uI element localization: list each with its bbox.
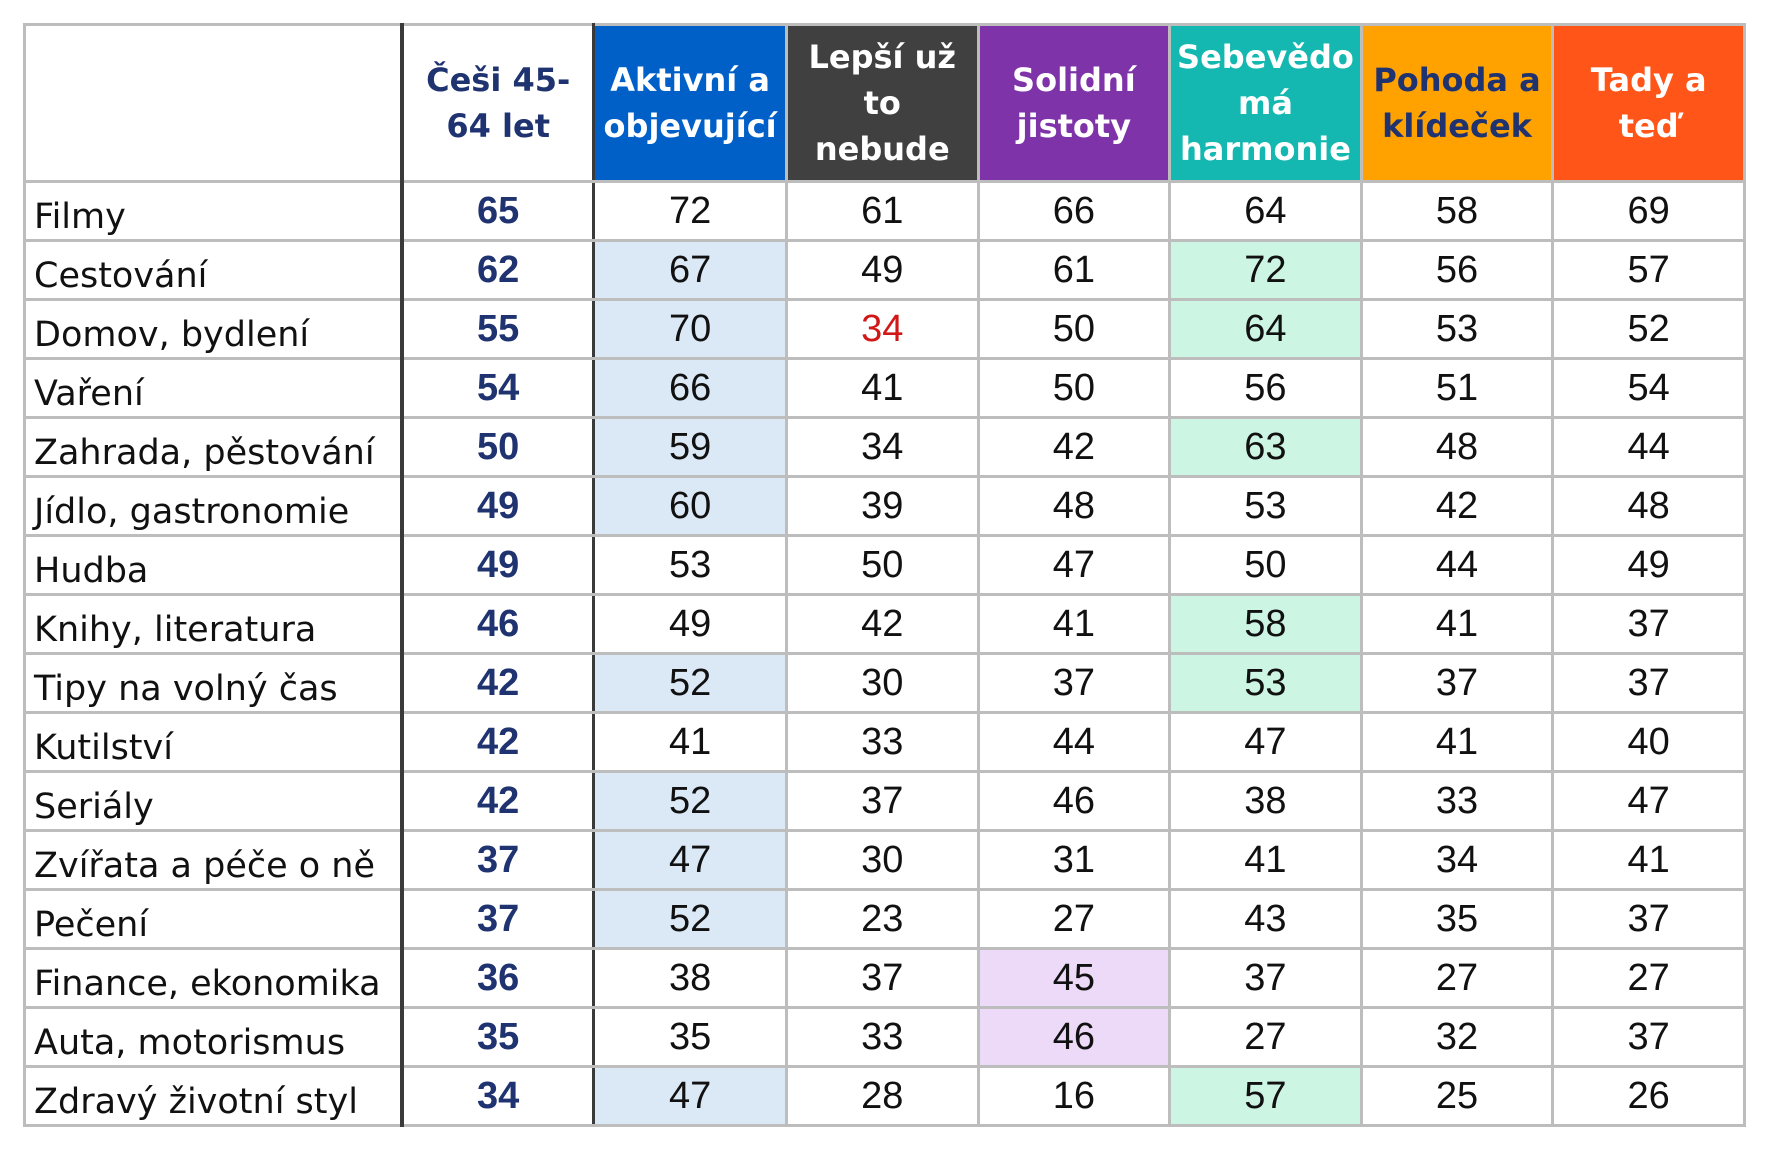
- table-row: [25, 949, 1745, 1008]
- segment-value-cell: 53: [1170, 477, 1362, 536]
- segment-value-cell: 31: [978, 831, 1170, 890]
- table-row: [25, 1008, 1745, 1067]
- segment-value-cell: 40: [1553, 713, 1745, 772]
- column-header-line: jistoty: [1016, 107, 1132, 145]
- segment-value-cell: 60: [594, 477, 787, 536]
- segment-value-cell: 16: [978, 1067, 1170, 1126]
- segment-value-cell: 52: [594, 890, 787, 949]
- row-label: Pečení: [25, 890, 403, 949]
- segment-value-cell: 49: [1553, 536, 1745, 595]
- column-header-6: [1553, 25, 1745, 182]
- segment-value-cell: 64: [1170, 300, 1362, 359]
- segment-value-cell: 53: [594, 536, 787, 595]
- column-header-2: [786, 25, 978, 182]
- segment-value-cell: 35: [594, 1008, 787, 1067]
- segment-value-cell: 37: [1361, 654, 1553, 713]
- segment-value-cell: 48: [978, 477, 1170, 536]
- segment-value-cell: 61: [978, 241, 1170, 300]
- segment-value-cell: 41: [1361, 595, 1553, 654]
- segment-value-cell: 49: [786, 241, 978, 300]
- table-row: [25, 713, 1745, 772]
- column-header-5: [1361, 25, 1553, 182]
- total-value-cell: 37: [402, 831, 594, 890]
- segment-value-cell: 50: [786, 536, 978, 595]
- table-row: [25, 241, 1745, 300]
- row-label: Finance, ekonomika: [25, 949, 403, 1008]
- segment-value-cell: 72: [1170, 241, 1362, 300]
- segment-value-cell: 72: [594, 182, 787, 241]
- segment-value-cell: 37: [1170, 949, 1362, 1008]
- column-header-line: klídeček: [1382, 107, 1532, 145]
- segment-value-cell: 44: [1361, 536, 1553, 595]
- segment-value-cell: 37: [1553, 1008, 1745, 1067]
- row-label: Vaření: [25, 359, 403, 418]
- segment-value-cell: 52: [594, 654, 787, 713]
- segment-value-cell: 42: [786, 595, 978, 654]
- total-value-cell: 42: [402, 713, 594, 772]
- table-row: [25, 772, 1745, 831]
- segment-value-cell: 30: [786, 831, 978, 890]
- segment-value-cell: 48: [1553, 477, 1745, 536]
- segment-value-cell: 63: [1170, 418, 1362, 477]
- segment-value-cell: 44: [978, 713, 1170, 772]
- segment-value-cell: 34: [1361, 831, 1553, 890]
- table-body: [25, 182, 1745, 1126]
- segment-value-cell: 52: [594, 772, 787, 831]
- segment-value-cell: 54: [1553, 359, 1745, 418]
- segment-value-cell: 37: [1553, 595, 1745, 654]
- header-row: [25, 25, 1745, 182]
- row-label: Hudba: [25, 536, 403, 595]
- segment-value-cell: 47: [1553, 772, 1745, 831]
- segment-value-cell: 41: [978, 595, 1170, 654]
- segment-value-cell: 37: [1553, 890, 1745, 949]
- segment-value-cell: 64: [1170, 182, 1362, 241]
- table-row: [25, 182, 1745, 241]
- segment-value-cell: 41: [1170, 831, 1362, 890]
- table-row: [25, 536, 1745, 595]
- segment-value-cell: 45: [978, 949, 1170, 1008]
- total-value-cell: 50: [402, 418, 594, 477]
- column-header-line: objevující: [603, 107, 777, 145]
- table-row: [25, 654, 1745, 713]
- segment-value-cell: 38: [1170, 772, 1362, 831]
- column-header-line: Solidní: [1012, 61, 1136, 99]
- segment-value-cell: 49: [594, 595, 787, 654]
- segment-value-cell: 47: [978, 536, 1170, 595]
- column-header-line: nebude: [814, 130, 950, 168]
- segment-value-cell: 69: [1553, 182, 1745, 241]
- row-label: Seriály: [25, 772, 403, 831]
- column-header-line: má: [1237, 84, 1293, 122]
- table-row: [25, 418, 1745, 477]
- total-value-cell: 36: [402, 949, 594, 1008]
- segment-value-cell: 50: [978, 359, 1170, 418]
- column-header-line: 64 let: [446, 107, 550, 145]
- total-value-cell: 62: [402, 241, 594, 300]
- segment-value-cell: 57: [1553, 241, 1745, 300]
- total-value-cell: 49: [402, 536, 594, 595]
- header-corner: [25, 25, 403, 182]
- segment-value-cell: 37: [978, 654, 1170, 713]
- segment-value-cell: 39: [786, 477, 978, 536]
- total-value-cell: 37: [402, 890, 594, 949]
- table-row: [25, 831, 1745, 890]
- segment-value-cell: 58: [1170, 595, 1362, 654]
- column-header-line: Češi 45-: [426, 61, 571, 99]
- segment-value-cell: 57: [1170, 1067, 1362, 1126]
- row-label: Domov, bydlení: [25, 300, 403, 359]
- row-label: Filmy: [25, 182, 403, 241]
- column-header-line: Aktivní a: [610, 61, 770, 99]
- column-header-1: [594, 25, 787, 182]
- segment-value-cell: 43: [1170, 890, 1362, 949]
- segment-value-cell: 34: [786, 418, 978, 477]
- total-value-cell: 42: [402, 654, 594, 713]
- segment-value-cell: 41: [594, 713, 787, 772]
- segment-value-cell: 47: [594, 1067, 787, 1126]
- column-header-4: [1170, 25, 1362, 182]
- segment-value-cell: 37: [786, 949, 978, 1008]
- segment-value-cell: 42: [978, 418, 1170, 477]
- segment-value-cell: 44: [1553, 418, 1745, 477]
- segment-value-cell: 27: [1170, 1008, 1362, 1067]
- segment-value-cell: 50: [978, 300, 1170, 359]
- segment-value-cell: 59: [594, 418, 787, 477]
- segment-value-cell: 37: [786, 772, 978, 831]
- table-row: [25, 890, 1745, 949]
- segment-value-cell: 67: [594, 241, 787, 300]
- column-header-0: [402, 25, 594, 182]
- segment-value-cell: 51: [1361, 359, 1553, 418]
- segment-value-cell: 50: [1170, 536, 1362, 595]
- row-label: Jídlo, gastronomie: [25, 477, 403, 536]
- segment-value-cell: 33: [786, 713, 978, 772]
- segment-value-cell: 34: [786, 300, 978, 359]
- segment-value-cell: 27: [978, 890, 1170, 949]
- segment-value-cell: 56: [1361, 241, 1553, 300]
- segment-value-cell: 46: [978, 1008, 1170, 1067]
- segment-value-cell: 52: [1553, 300, 1745, 359]
- total-value-cell: 49: [402, 477, 594, 536]
- total-value-cell: 54: [402, 359, 594, 418]
- segment-value-cell: 48: [1361, 418, 1553, 477]
- segment-value-cell: 53: [1170, 654, 1362, 713]
- segment-value-cell: 33: [1361, 772, 1553, 831]
- segment-value-cell: 38: [594, 949, 787, 1008]
- row-label: Zahrada, pěstování: [25, 418, 403, 477]
- segment-value-cell: 70: [594, 300, 787, 359]
- column-header-line: Sebevědo: [1177, 38, 1354, 76]
- segment-value-cell: 66: [594, 359, 787, 418]
- segment-value-cell: 30: [786, 654, 978, 713]
- segment-value-cell: 47: [594, 831, 787, 890]
- total-value-cell: 46: [402, 595, 594, 654]
- segment-value-cell: 41: [1361, 713, 1553, 772]
- row-label: Tipy na volný čas: [25, 654, 403, 713]
- row-label: Knihy, literatura: [25, 595, 403, 654]
- total-value-cell: 35: [402, 1008, 594, 1067]
- segment-value-cell: 47: [1170, 713, 1362, 772]
- segment-value-cell: 35: [1361, 890, 1553, 949]
- segment-value-cell: 27: [1553, 949, 1745, 1008]
- column-header-3: [978, 25, 1170, 182]
- segment-value-cell: 27: [1361, 949, 1553, 1008]
- segment-value-cell: 25: [1361, 1067, 1553, 1126]
- segment-value-cell: 46: [978, 772, 1170, 831]
- segment-value-cell: 56: [1170, 359, 1362, 418]
- interest-table: [23, 23, 1746, 1127]
- row-label: Cestování: [25, 241, 403, 300]
- table-row: [25, 300, 1745, 359]
- row-label: Zdravý životní styl: [25, 1067, 403, 1126]
- table-row: [25, 477, 1745, 536]
- column-header-line: Pohoda a: [1373, 61, 1541, 99]
- column-header-line: to: [863, 84, 901, 122]
- column-header-line: harmonie: [1179, 130, 1351, 168]
- segment-value-cell: 28: [786, 1067, 978, 1126]
- table-row: [25, 359, 1745, 418]
- total-value-cell: 65: [402, 182, 594, 241]
- table-row: [25, 1067, 1745, 1126]
- row-label: Kutilství: [25, 713, 403, 772]
- total-value-cell: 42: [402, 772, 594, 831]
- table-row: [25, 595, 1745, 654]
- segment-value-cell: 66: [978, 182, 1170, 241]
- segment-value-cell: 26: [1553, 1067, 1745, 1126]
- row-label: Auta, motorismus: [25, 1008, 403, 1067]
- segment-value-cell: 32: [1361, 1008, 1553, 1067]
- row-label: Zvířata a péče o ně: [25, 831, 403, 890]
- segment-value-cell: 33: [786, 1008, 978, 1067]
- column-header-line: Tady a: [1590, 61, 1707, 99]
- total-value-cell: 55: [402, 300, 594, 359]
- column-header-line: Lepší už: [808, 38, 957, 76]
- segment-value-cell: 58: [1361, 182, 1553, 241]
- segment-value-cell: 42: [1361, 477, 1553, 536]
- segment-value-cell: 23: [786, 890, 978, 949]
- segment-value-cell: 37: [1553, 654, 1745, 713]
- total-value-cell: 34: [402, 1067, 594, 1126]
- segment-value-cell: 61: [786, 182, 978, 241]
- segment-value-cell: 41: [786, 359, 978, 418]
- column-header-line: teď: [1618, 107, 1679, 145]
- segment-value-cell: 53: [1361, 300, 1553, 359]
- segment-value-cell: 41: [1553, 831, 1745, 890]
